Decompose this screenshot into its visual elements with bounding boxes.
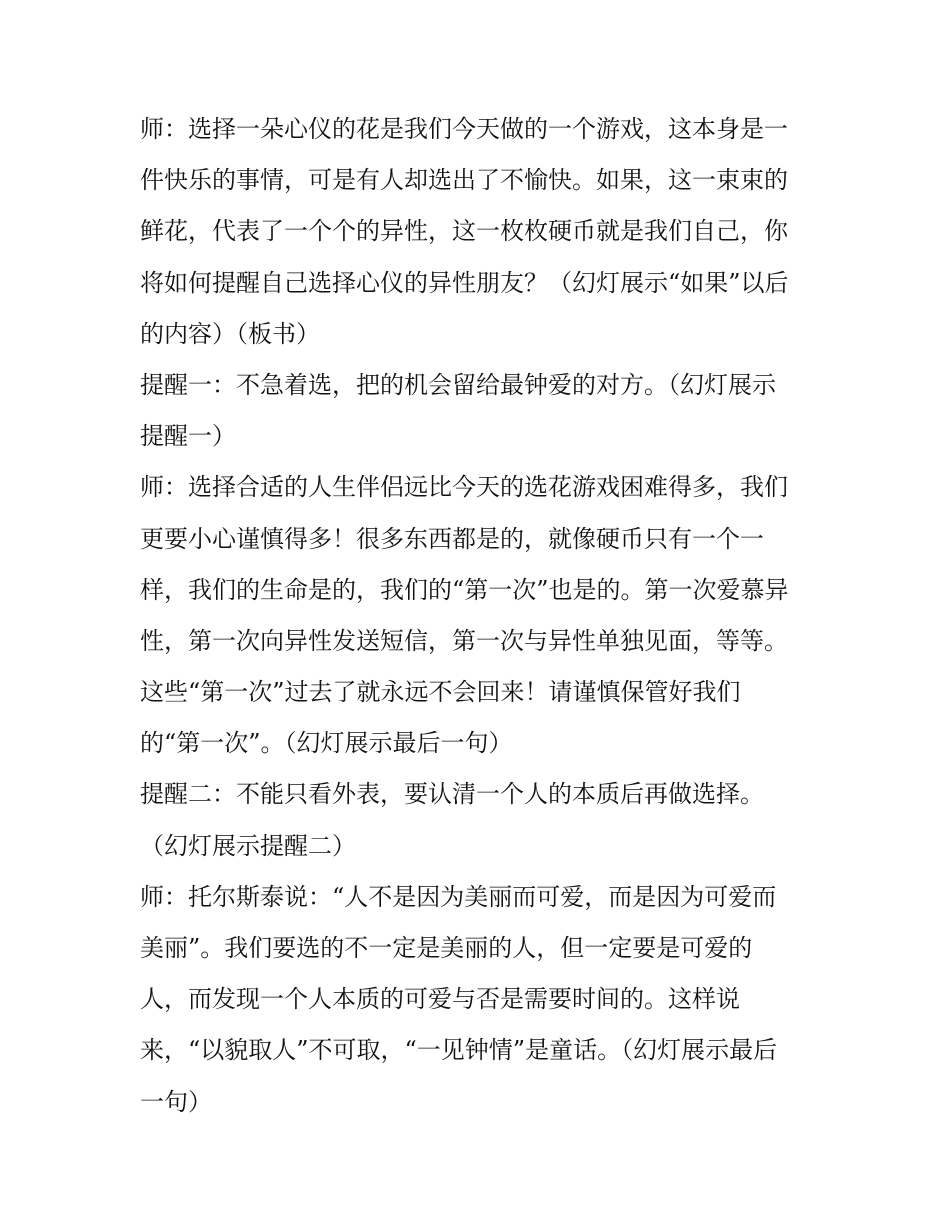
text-line: 美丽”。我们要选的不一定是美丽的人，但一定要是可爱的 bbox=[140, 934, 753, 962]
text-line: 鲜花，代表了一个个的异性，这一枚枚硬币就是我们自己，你 bbox=[140, 217, 788, 246]
text-line: （幻灯展示提醒二） bbox=[140, 831, 356, 860]
text-line: 师：选择合适的人生伴侣远比今天的选花游戏困难得多，我们 bbox=[140, 473, 788, 502]
text-line: 师：托尔斯泰说：“人不是因为美丽而可爱，而是因为可爱而 bbox=[140, 882, 777, 911]
text-line: 一句） bbox=[140, 1087, 212, 1116]
text-line: 提醒一） bbox=[140, 422, 236, 451]
text-line: 人，而发现一个人本质的可爱与否是需要时间的。这样说 bbox=[140, 985, 740, 1014]
text-line: 件快乐的事情，可是有人却选出了不愉快。如果，这一束束的 bbox=[140, 166, 788, 195]
text-line: 提醒一：不急着选，把的机会留给最钟爱的对方。（幻灯展示 bbox=[140, 370, 776, 399]
text-line: 这些“第一次”过去了就永远不会回来！请谨慎保管好我们 bbox=[140, 678, 741, 707]
text-line: 来，“以貌取人”不可取，“一见钟情”是童话。（幻灯展示最后 bbox=[140, 1036, 778, 1065]
text-line: 更要小心谨慎得多！很多东西都是的，就像硬币只有一个一 bbox=[140, 524, 764, 553]
text-line: 提醒二：不能只看外表，要认清一个人的本质后再做选择。 bbox=[140, 780, 764, 809]
text-line: 将如何提醒自己选择心仪的异性朋友？（幻灯展示“如果”以后 bbox=[140, 268, 789, 297]
text-line: 性，第一次向异性发送短信，第一次与异性单独见面，等等。 bbox=[140, 626, 788, 655]
document-body bbox=[140, 104, 820, 1128]
text-line: 样，我们的生命是的，我们的“第一次”也是的。第一次爱慕异 bbox=[140, 575, 789, 604]
text-line: 的内容）（板书） bbox=[140, 319, 320, 348]
text-line: 师：选择一朵心仪的花是我们今天做的一个游戏，这本身是一 bbox=[140, 115, 788, 143]
text-line: 的“第一次”。（幻灯展示最后一句） bbox=[140, 729, 513, 758]
